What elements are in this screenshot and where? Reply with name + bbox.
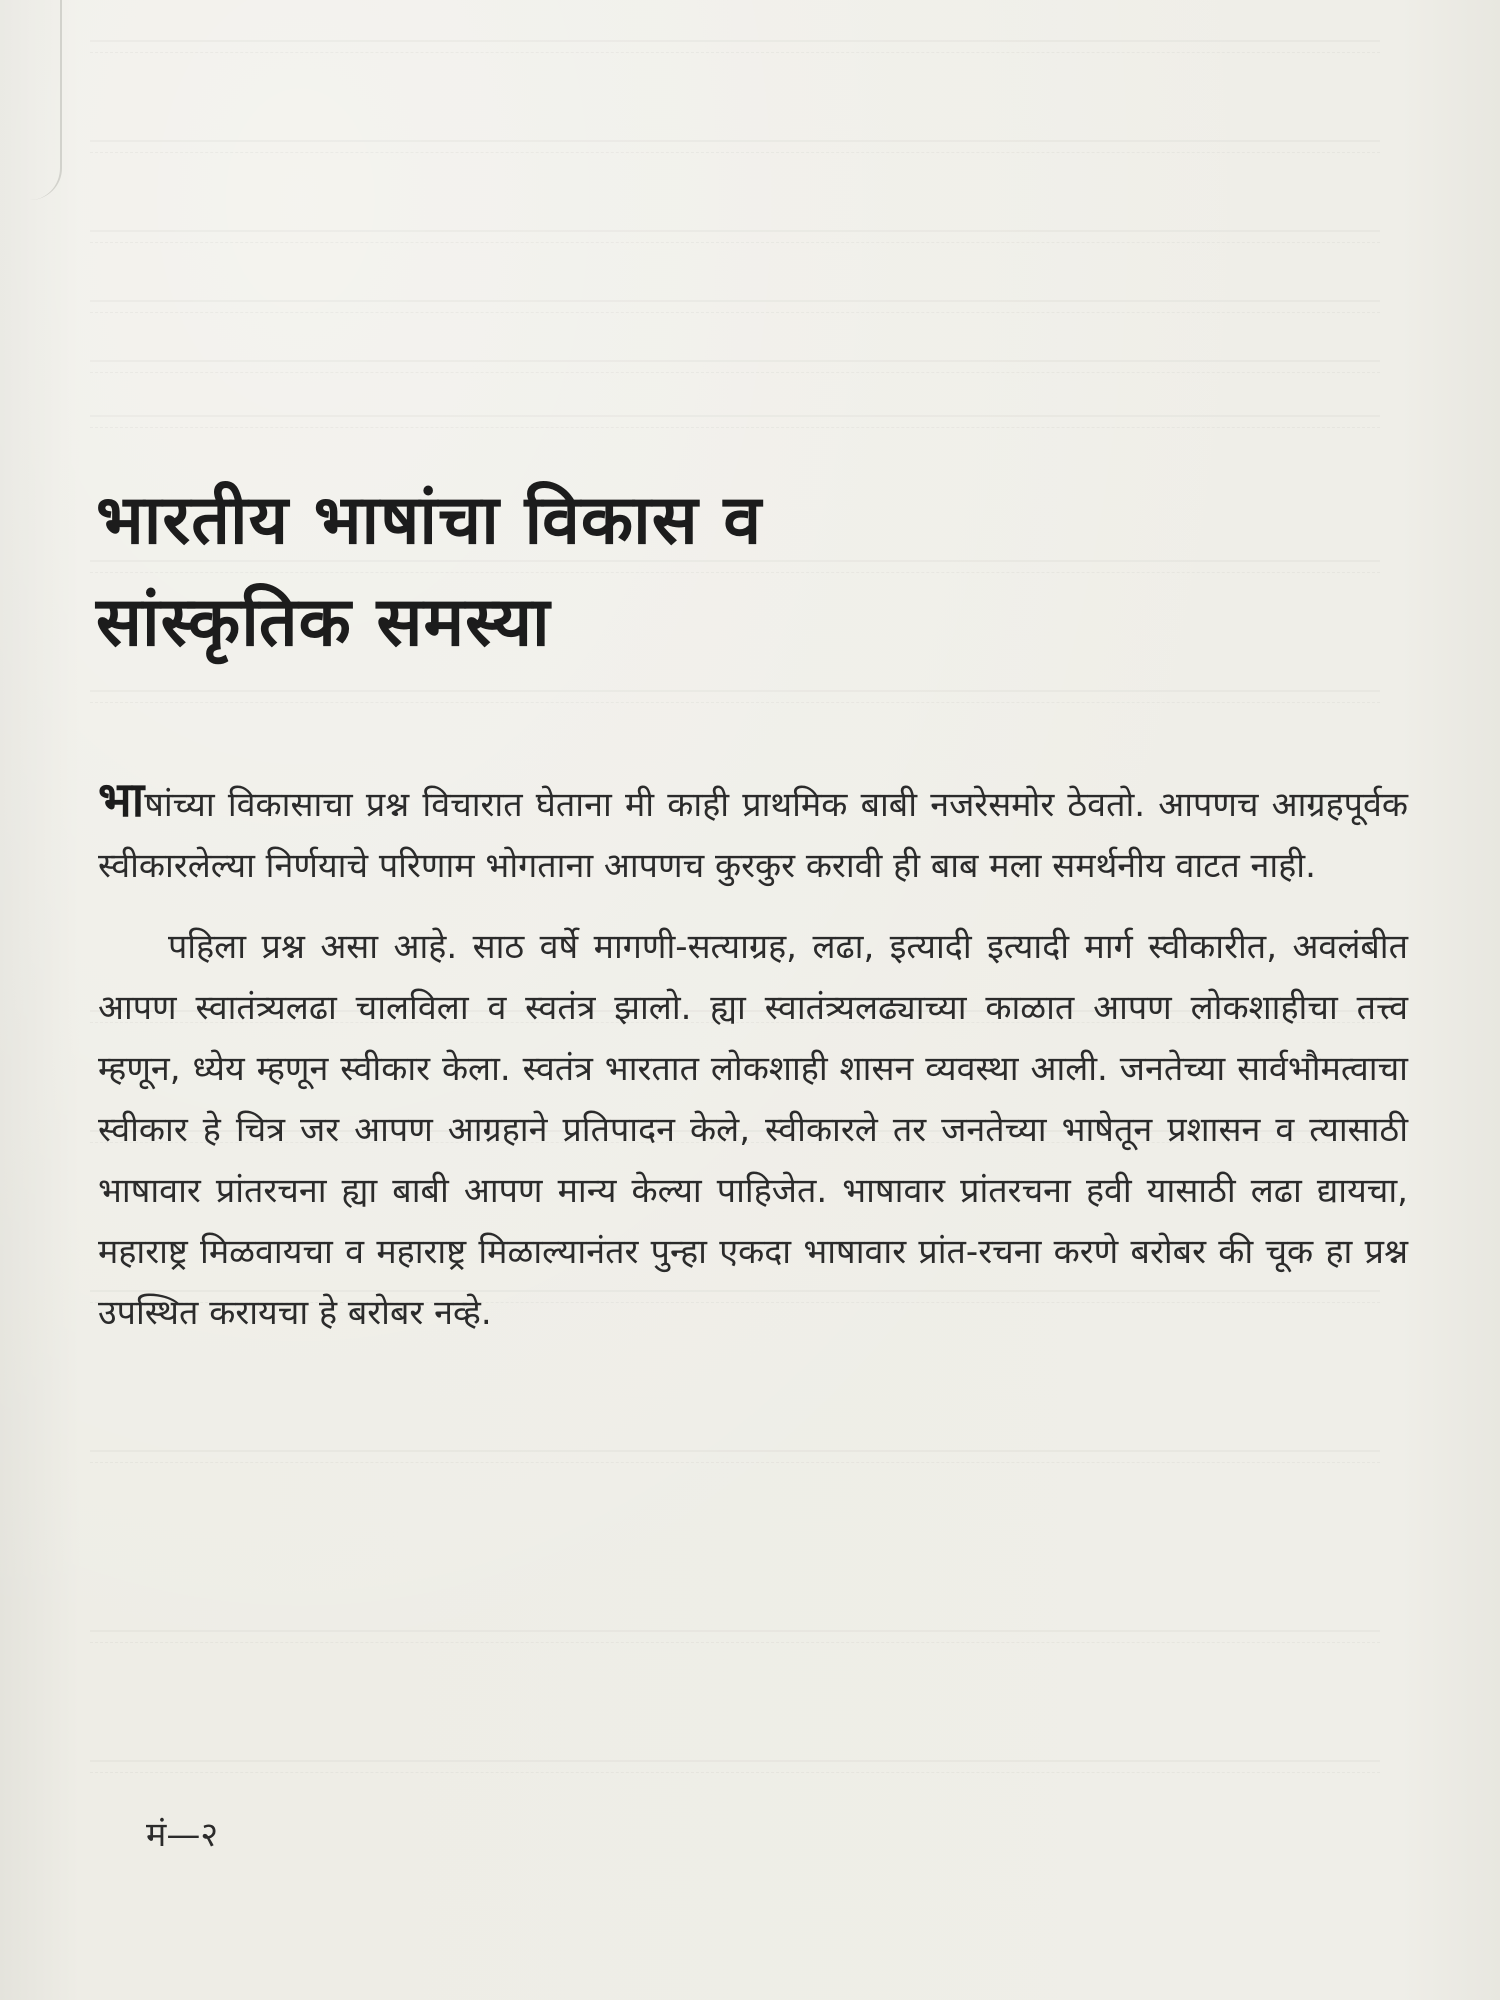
paragraph-1 [98, 770, 1408, 897]
show-through-line [90, 40, 1380, 53]
chapter-title [96, 470, 1296, 674]
drop-cap: भा [98, 772, 145, 828]
show-through-line [90, 300, 1380, 313]
paragraph-2: पहिला प्रश्न असा आहे. साठ वर्षे मागणी-सत्याग्रह, लढा, इत्यादी इत्यादी मार्ग स्वीकारीत, अवलंबीत आपण स्वातंत्र्यलढा चालविला व स्वतंत्र झालो. ह्या स्वातंत्र्यलढ्याच्या काळात आपण लोकशाहीचा तत्त्व म्हणून, ध्येय म्हणून स्वीकार केला. स्वतंत्र भारतात लोकशाही शासन व्यवस्था आली. जनतेच्या सार्वभौमत्वाचा स्वीकार हे चित्र जर आपण आग्रहाने प्रतिपादन केले, स्वीकारले तर जनतेच्या भाषेतून प्रशासन व त्यासाठी भाषावार प्रांतरचना ह्या बाबी आपण मान्य केल्या पाहिजेत. भाषावार प्रांतरचना हवी यासाठी लढा द्यायचा, महाराष्ट्र मिळवायचा व महाराष्ट्र मिळाल्यानंतर पुन्हा एकदा भाषावार प्रांत-रचना करणे बरोबर की चूक हा प्रश्न उपस्थित करायचा हे बरोबर नव्हे. [98, 927, 1408, 1333]
show-through-line [90, 140, 1380, 153]
show-through-line [90, 690, 1380, 703]
chapter-title-line-2: सांस्कृतिक समस्या [96, 583, 551, 662]
chapter-title-line-1: भारतीय भाषांचा विकास व [96, 481, 763, 560]
page-signature: मं—२ [146, 1815, 219, 1855]
show-through-line [90, 360, 1380, 373]
show-through-line [90, 1630, 1380, 1643]
torn-page-edge [30, 0, 62, 200]
show-through-line [90, 230, 1380, 243]
show-through-line [90, 415, 1380, 428]
show-through-line [90, 1760, 1380, 1773]
body-text [98, 770, 1408, 1364]
paragraph-1-text: षांच्या विकासाचा प्रश्न विचारात घेताना मी काही प्राथमिक बाबी नजरेसमोर ठेवतो. आपणच आग्रहपूर्वक स्वीकारलेल्या निर्णयाचे परिणाम भोगताना आपणच कुरकुर करावी ही बाब मला समर्थनीय वाटत नाही. [98, 785, 1408, 886]
show-through-line [90, 1450, 1380, 1463]
